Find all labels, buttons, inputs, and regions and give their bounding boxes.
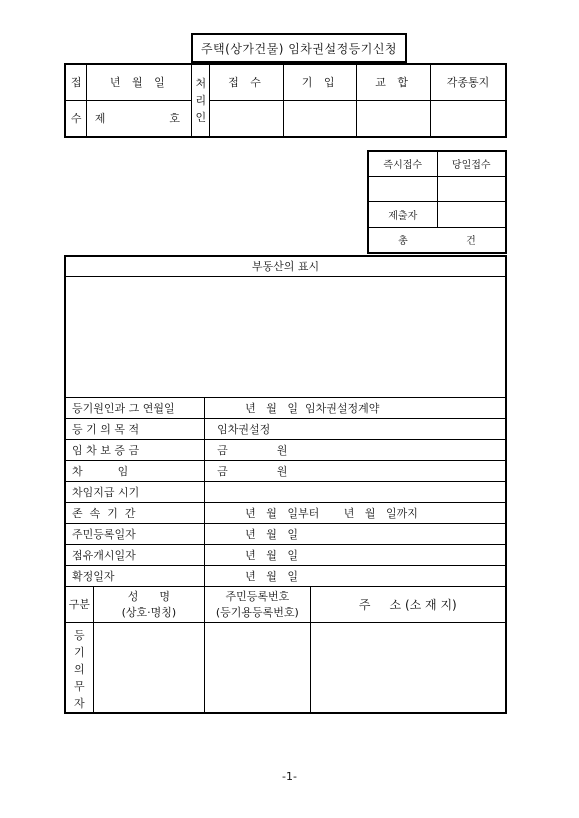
row-label-duration: 존 속 기 간 <box>65 502 205 523</box>
row-value-resident-registration-date[interactable]: 년 월 일 <box>205 523 506 544</box>
gyohap-field[interactable] <box>357 100 431 137</box>
row-label-resident-registration-date: 주민등록일자 <box>65 523 205 544</box>
row-value-duration[interactable]: 년 월 일부터 년 월 일까지 <box>205 502 506 523</box>
obligor-id-field[interactable] <box>205 622 310 713</box>
cheori-in-label: 처 리 인 <box>192 64 210 137</box>
receipt-number-label: 제 호 <box>87 100 192 137</box>
row-value-occupancy-date[interactable]: 년 월 일 <box>205 544 506 565</box>
row-value-deposit[interactable]: 금 원 <box>205 439 506 460</box>
row-value-fixed-date[interactable]: 년 월 일 <box>205 565 506 586</box>
receipt-su: 수 <box>65 100 87 137</box>
row-label-occupancy-date: 점유개시일자 <box>65 544 205 565</box>
header-jeopsu: 접 수 <box>210 64 284 100</box>
row-value-payment-time[interactable] <box>205 481 506 502</box>
sameday-intake-field[interactable] <box>437 176 506 201</box>
submitter-field[interactable] <box>437 201 506 227</box>
giip-field[interactable] <box>283 100 357 137</box>
row-label-fixed-date: 확정일자 <box>65 565 205 586</box>
row-label-purpose: 등 기 의 목 적 <box>65 418 205 439</box>
obligor-address-field[interactable] <box>310 622 506 713</box>
row-value-rent[interactable]: 금 원 <box>205 460 506 481</box>
header-gakjong-tongji: 각종통지 <box>430 64 506 100</box>
property-description-field[interactable] <box>65 276 506 397</box>
receipt-date-label: 년 월 일 <box>87 64 192 100</box>
party-header-id-number: 주민등록번호 (등기용등록번호) <box>205 586 310 622</box>
row-value-purpose[interactable]: 임차권설정 <box>205 418 506 439</box>
party-header-name: 성 명 (상호·명칭) <box>93 586 205 622</box>
total-count <box>368 227 506 253</box>
main-form-table <box>64 255 507 714</box>
header-giip: 기 입 <box>283 64 357 100</box>
receipt-jeop: 접 <box>65 64 87 100</box>
obligor-name-field[interactable] <box>93 622 205 713</box>
row-label-payment-time: 차임지급 시기 <box>65 481 205 502</box>
jeopsu-field[interactable] <box>210 100 284 137</box>
gakjong-tongji-field[interactable] <box>430 100 506 137</box>
form-title: 주택(상가건물) 임차권설정등기신청 <box>191 33 407 63</box>
header-immediate-intake: 즉시접수 <box>368 151 437 176</box>
row-label-rent: 차 임 <box>65 460 205 481</box>
intake-box <box>367 150 507 254</box>
property-section-title: 부동산의 표시 <box>65 256 506 276</box>
page-number: -1- <box>282 770 297 783</box>
count-label: 건 <box>466 236 476 248</box>
obligor-label: 등 기 의 무 자 <box>65 622 93 713</box>
row-label-deposit: 임 차 보 증 금 <box>65 439 205 460</box>
header-sameday-intake: 당일접수 <box>437 151 506 176</box>
party-header-address: 주 소 (소 재 지) <box>310 586 506 622</box>
immediate-intake-field[interactable] <box>368 176 437 201</box>
row-value-cause-date[interactable]: 년 월 일 임차권설정계약 <box>205 397 506 418</box>
total-label: 총 <box>398 236 408 248</box>
row-label-cause-date: 등기원인과 그 연월일 <box>65 397 205 418</box>
receipt-table <box>64 63 507 138</box>
submitter-label: 제출자 <box>368 201 437 227</box>
party-header-gubun: 구분 <box>65 586 93 622</box>
header-gyohap: 교 합 <box>357 64 431 100</box>
